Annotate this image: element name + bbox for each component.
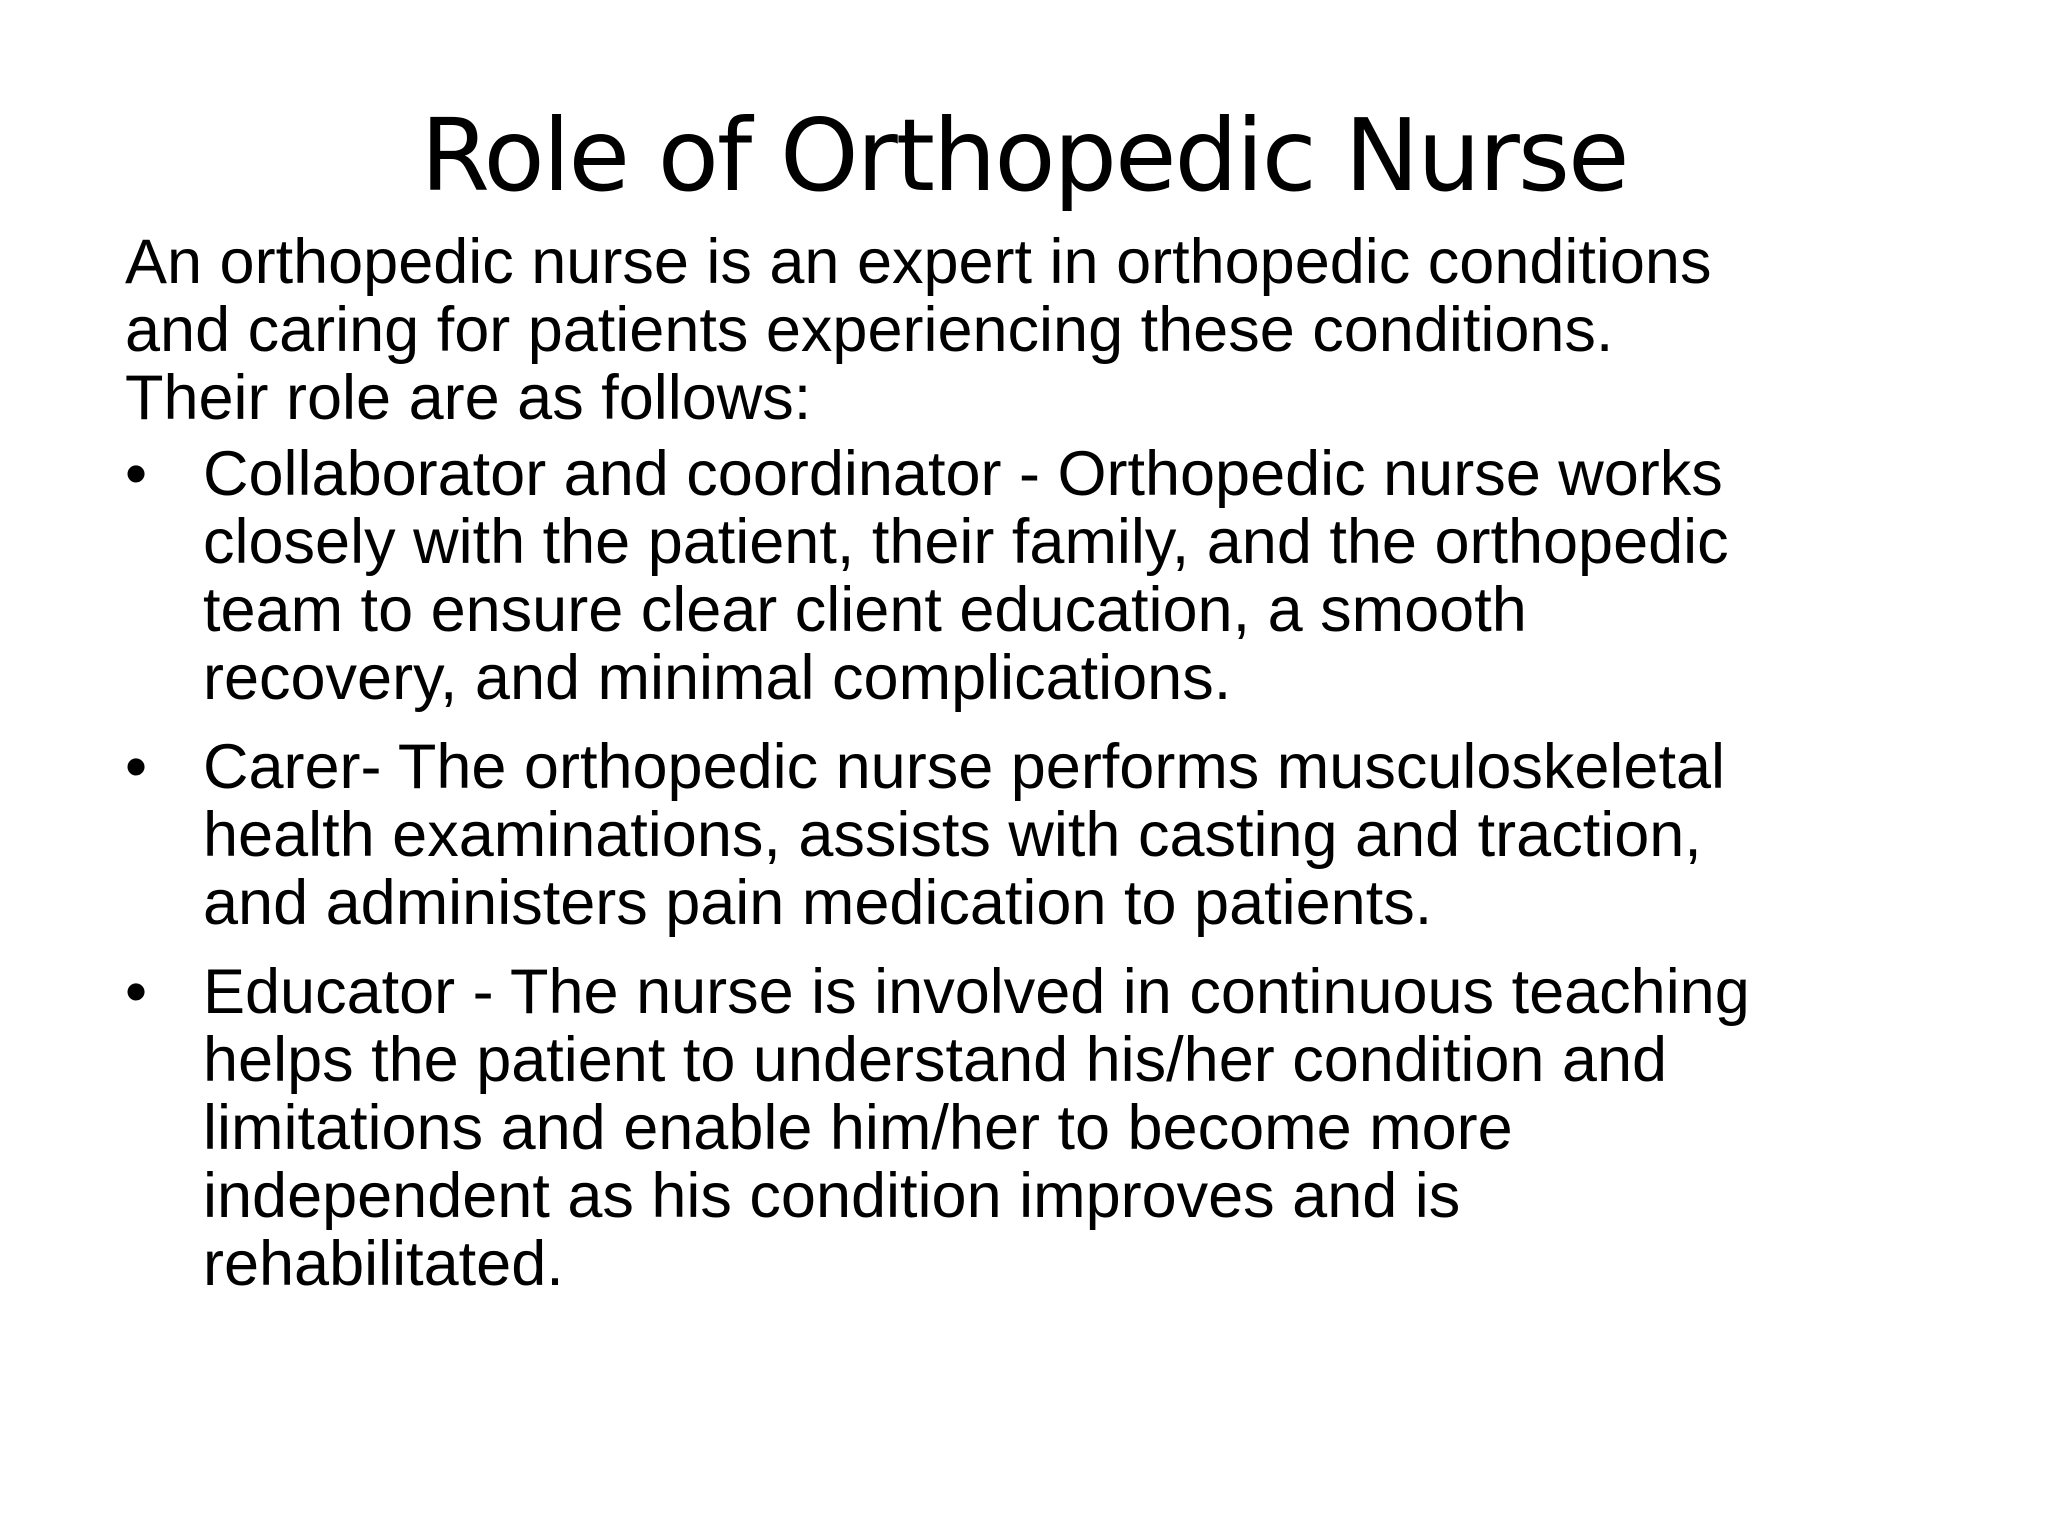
intro-paragraph: [125, 228, 1985, 432]
role-item-educator: [125, 958, 1985, 1298]
role-list: [125, 440, 1985, 1298]
bullet-line: closely with the patient, their family, and the orthopedic: [203, 507, 1729, 577]
slide-title: Role of Orthopedic Nurse: [420, 97, 1628, 214]
intro-line: Their role are as follows:: [125, 363, 812, 433]
slide-body: [125, 228, 1985, 1319]
bullet-line: limitations and enable him/her to become more: [203, 1093, 1513, 1163]
bullet-icon: •: [125, 732, 148, 802]
bullet-line: and administers pain medication to patients.: [203, 868, 1433, 938]
bullet-line: Educator - The nurse is involved in continuous teaching: [203, 957, 1750, 1027]
bullet-line: Collaborator and coordinator - Orthopedic nurse works: [203, 439, 1723, 509]
bullet-text: [203, 733, 1985, 937]
bullet-line: independent as his condition improves and is: [203, 1161, 1461, 1231]
intro-line: An orthopedic nurse is an expert in orthopedic conditions: [125, 227, 1712, 297]
role-item-carer: [125, 733, 1985, 937]
bullet-line: helps the patient to understand his/her condition and: [203, 1025, 1668, 1095]
intro-line: and caring for patients experiencing these conditions.: [125, 295, 1614, 365]
bullet-text: [203, 440, 1985, 712]
bullet-icon: •: [125, 439, 148, 509]
bullet-line: rehabilitated.: [203, 1229, 564, 1299]
bullet-line: health examinations, assists with casting and traction,: [203, 800, 1702, 870]
bullet-line: recovery, and minimal complications.: [203, 643, 1232, 713]
bullet-icon: •: [125, 957, 148, 1027]
bullet-text: [203, 958, 1985, 1298]
role-item-collaborator: [125, 440, 1985, 712]
bullet-line: team to ensure clear client education, a smooth: [203, 575, 1527, 645]
bullet-line: Carer- The orthopedic nurse performs musculoskeletal: [203, 732, 1725, 802]
